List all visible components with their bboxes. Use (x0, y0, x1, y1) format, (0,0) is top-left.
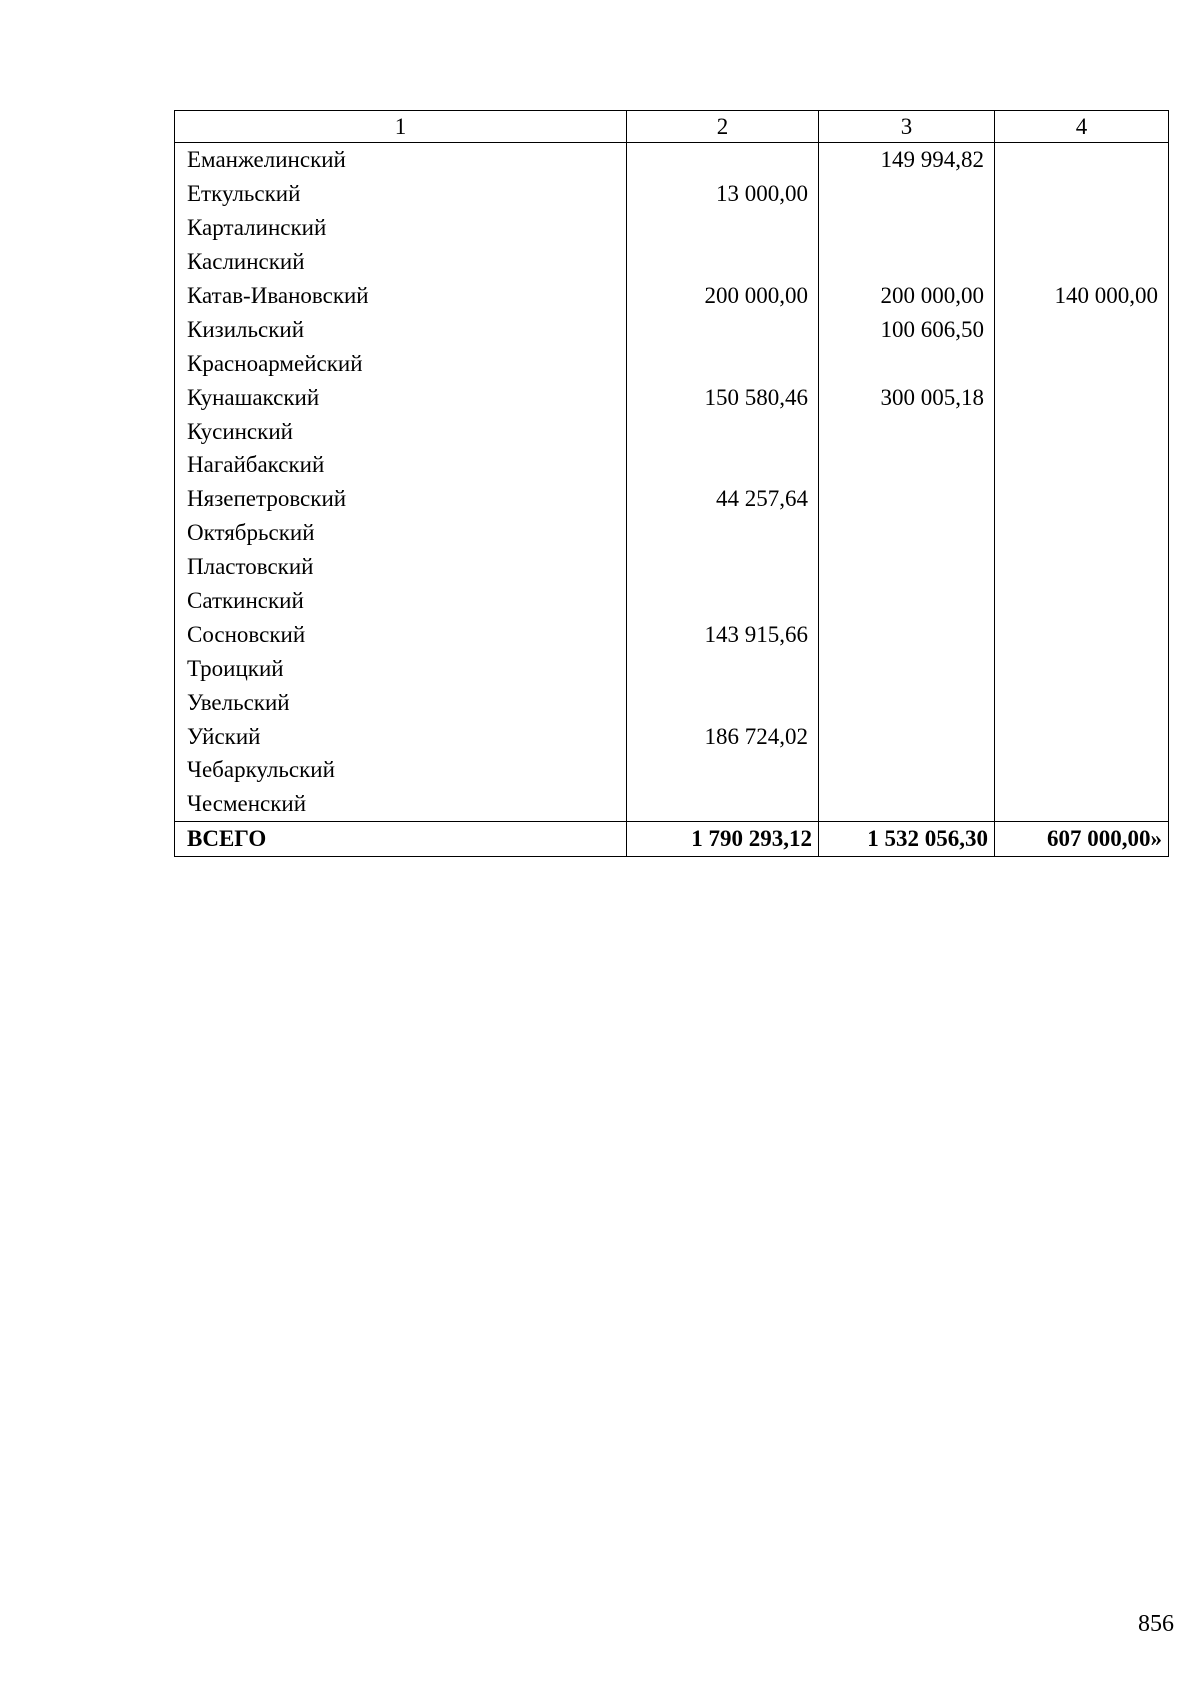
value-col-3: 300 005,18 (819, 380, 995, 414)
value-col-3 (819, 685, 995, 719)
value-col-4 (995, 312, 1169, 346)
value-col-4 (995, 177, 1169, 211)
value-col-2 (627, 245, 819, 279)
table-row (175, 380, 1169, 414)
value-col-2 (627, 414, 819, 448)
value-col-2 (627, 753, 819, 787)
table-row (175, 584, 1169, 618)
total-col-2: 1 790 293,12 (627, 821, 819, 856)
district-name: Пластовский (175, 550, 627, 584)
header-row (175, 111, 1169, 143)
value-col-3 (819, 550, 995, 584)
value-col-4 (995, 380, 1169, 414)
value-col-3 (819, 516, 995, 550)
table-row (175, 143, 1169, 177)
table-row (175, 516, 1169, 550)
value-col-2 (627, 211, 819, 245)
table-row (175, 211, 1169, 245)
value-col-4 (995, 245, 1169, 279)
value-col-4 (995, 719, 1169, 753)
value-col-3 (819, 414, 995, 448)
total-row (175, 821, 1169, 856)
value-col-4 (995, 211, 1169, 245)
district-name: Каслинский (175, 245, 627, 279)
value-col-2 (627, 787, 819, 821)
value-col-2: 44 257,64 (627, 482, 819, 516)
value-col-4 (995, 516, 1169, 550)
district-name: Увельский (175, 685, 627, 719)
district-name: Карталинский (175, 211, 627, 245)
value-col-3 (819, 245, 995, 279)
district-name: Красноармейский (175, 346, 627, 380)
table-row (175, 719, 1169, 753)
table-row (175, 414, 1169, 448)
value-col-3 (819, 651, 995, 685)
district-name: Чесменский (175, 787, 627, 821)
table-body (175, 143, 1169, 857)
value-col-4: 140 000,00 (995, 279, 1169, 313)
district-name: Еткульский (175, 177, 627, 211)
column-header-4: 4 (995, 111, 1169, 143)
column-header-3: 3 (819, 111, 995, 143)
value-col-3 (819, 787, 995, 821)
district-name: Троицкий (175, 651, 627, 685)
value-col-3 (819, 584, 995, 618)
value-col-4 (995, 753, 1169, 787)
table-row (175, 651, 1169, 685)
district-name: Кусинский (175, 414, 627, 448)
district-name: Кунашакский (175, 380, 627, 414)
district-name: Уйский (175, 719, 627, 753)
table-row (175, 753, 1169, 787)
value-col-3 (819, 719, 995, 753)
column-header-2: 2 (627, 111, 819, 143)
value-col-2: 13 000,00 (627, 177, 819, 211)
value-col-3: 200 000,00 (819, 279, 995, 313)
district-name: Чебаркульский (175, 753, 627, 787)
value-col-2: 150 580,46 (627, 380, 819, 414)
table-row (175, 448, 1169, 482)
value-col-4 (995, 787, 1169, 821)
district-name: Сосновский (175, 617, 627, 651)
total-col-4: 607 000,00» (995, 821, 1169, 856)
district-name: Нязепетровский (175, 482, 627, 516)
table-row (175, 346, 1169, 380)
value-col-4 (995, 685, 1169, 719)
table-row (175, 787, 1169, 821)
district-name: Кизильский (175, 312, 627, 346)
total-col-3: 1 532 056,30 (819, 821, 995, 856)
value-col-3 (819, 211, 995, 245)
value-col-3: 149 994,82 (819, 143, 995, 177)
district-name: Саткинский (175, 584, 627, 618)
table-row (175, 550, 1169, 584)
value-col-2 (627, 448, 819, 482)
value-col-4 (995, 550, 1169, 584)
value-col-2 (627, 685, 819, 719)
table-row (175, 617, 1169, 651)
table-row (175, 685, 1169, 719)
value-col-4 (995, 482, 1169, 516)
value-col-2 (627, 312, 819, 346)
value-col-3 (819, 753, 995, 787)
district-name: Еманжелинский (175, 143, 627, 177)
table-row (175, 245, 1169, 279)
table-row (175, 312, 1169, 346)
value-col-2 (627, 651, 819, 685)
total-label: ВСЕГО (175, 821, 627, 856)
value-col-4 (995, 584, 1169, 618)
district-name: Нагайбакский (175, 448, 627, 482)
value-col-2 (627, 516, 819, 550)
value-col-2: 186 724,02 (627, 719, 819, 753)
table-row (175, 279, 1169, 313)
value-col-2 (627, 143, 819, 177)
value-col-3: 100 606,50 (819, 312, 995, 346)
value-col-2: 143 915,66 (627, 617, 819, 651)
column-header-1: 1 (175, 111, 627, 143)
value-col-3 (819, 177, 995, 211)
value-col-4 (995, 448, 1169, 482)
value-col-2: 200 000,00 (627, 279, 819, 313)
table-row (175, 177, 1169, 211)
value-col-3 (819, 482, 995, 516)
value-col-4 (995, 651, 1169, 685)
value-col-3 (819, 346, 995, 380)
value-col-3 (819, 448, 995, 482)
value-col-4 (995, 414, 1169, 448)
district-name: Катав-Ивановский (175, 279, 627, 313)
page-number: 856 (1138, 1611, 1174, 1637)
value-col-2 (627, 550, 819, 584)
value-col-2 (627, 346, 819, 380)
table-row (175, 482, 1169, 516)
value-col-4 (995, 617, 1169, 651)
value-col-3 (819, 617, 995, 651)
data-table (174, 110, 1169, 857)
district-name: Октябрьский (175, 516, 627, 550)
value-col-2 (627, 584, 819, 618)
value-col-4 (995, 143, 1169, 177)
value-col-4 (995, 346, 1169, 380)
